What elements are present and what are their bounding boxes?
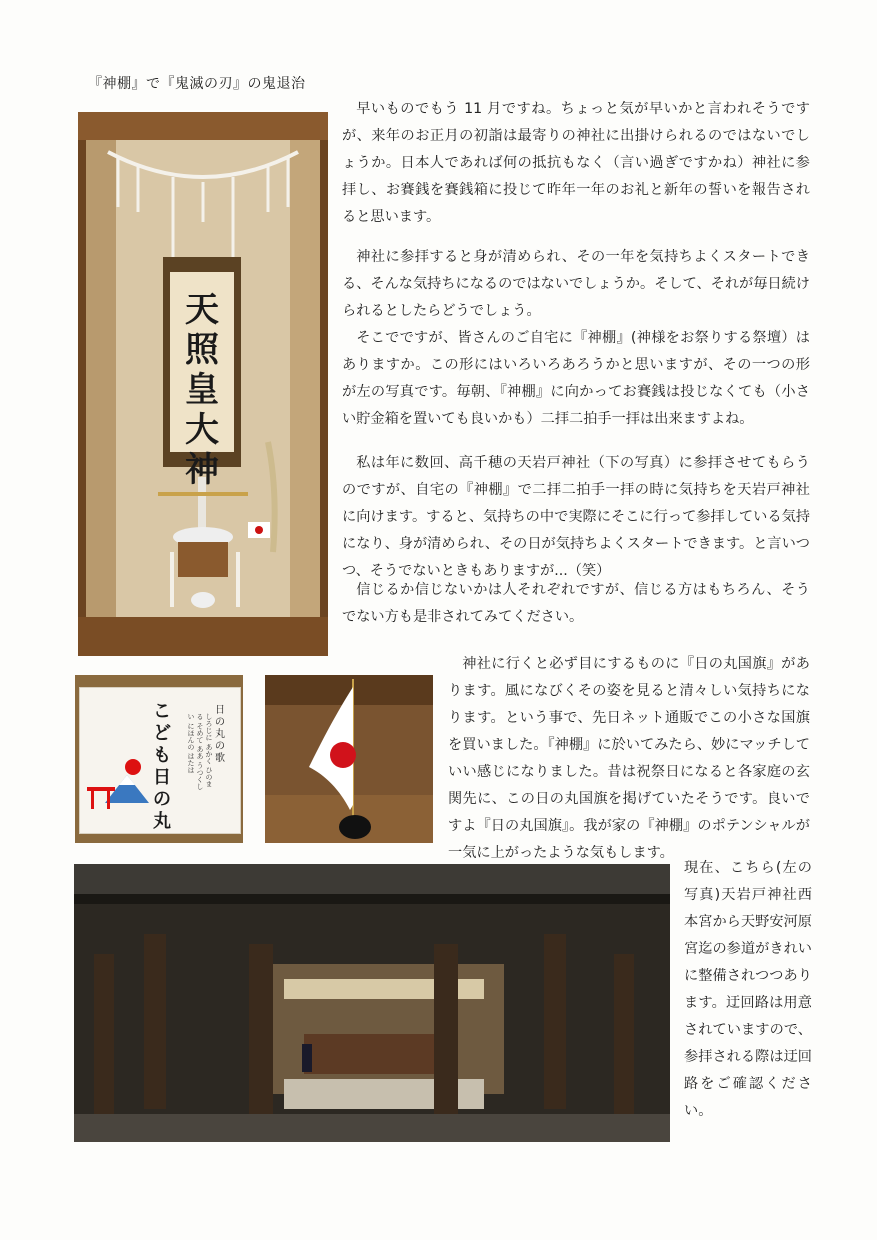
paragraph-1: 早いものでもう 11 月ですね。ちょっと気が早いかと言われそうですが、来年のお正月の初詣は最寄りの神社に出掛けられるのではないでしょうか。日本人であれば何の抵抗もなく（言い過ぎですかね）神社に参拝し、お賽銭を賽銭箱に投じて昨年一年のお礼と新年の誓いを報告されると思います。 [342, 101, 810, 225]
article-heading: 『神棚』で『鬼滅の刃』の鬼退治 [88, 76, 306, 92]
poster-song-line: ああ うつくしい [187, 713, 204, 790]
paragraph-6: 神社に行くと必ず目にするものに『日の丸国旗』があります。風になびくその姿を見ると清々しい気持ちになります。という事で、先日ネット通販でこの小さな国旗を買いました。『神棚』に於いてみたら、妙にマッチしていい感じになりました。昔は祝祭日になると各家庭の玄関先に、この日の丸国旗を掲げていたそうです。良いですよ『日の丸国旗』。我が家の『神棚』のポテンシャルが一気に上がったような気もします。 [448, 656, 810, 861]
poster-title: こども日の丸 [153, 701, 171, 832]
paragraph-5: 信じるか信じないかは人それぞれですが、信じる方はもちろん、そうでない方も是非されてみてください。 [342, 582, 810, 625]
paragraph-4: 私は年に数回、高千穂の天岩戸神社（下の写真）に参拝させてもらうのですが、自宅の『神棚』で二拝二拍手一拝の時に気持ちを天岩戸神社に向けます。すると、気持ちの中で実際にそこに行って参拝している気持になり、身が清められ、その日が気持ちよくスタートできます。と言いつつ、そうでないときもありますが...（笑） [342, 455, 810, 579]
paragraph-2: 神社に参拝すると身が清められ、その一年を気持ちよくスタートできる、そんな気持ちになるのではないでしょうか。そして、それが毎日続けられるとしたらどうでしょう。 [342, 249, 810, 319]
flag-photo [265, 675, 433, 843]
poster-song-line: しろじに あかく [205, 713, 213, 765]
poster-photo [75, 675, 243, 843]
poster-song-lyrics [179, 713, 213, 793]
poster-song-line: にほんの はたは [187, 722, 195, 774]
scroll-calligraphy: 天照皇大神 [185, 290, 219, 490]
kamidana-photo [78, 112, 328, 656]
shrine-photo [74, 864, 670, 1142]
poster-song-title: 日の丸の歌 [215, 705, 225, 764]
paragraph-7: 現在、こちら(左の写真)天岩戸神社西本宮から天野安河原宮迄の参道がきれいに整備されつつあります。迂回路は用意されていますので、参拝される際は迂回路をご確認ください。 [684, 860, 812, 1119]
paragraph-3: そこでですが、皆さんのご自宅に『神棚』(神様をお祭りする祭壇）はありますか。この形にはいろいろあろうかと思いますが、その一つの形が左の写真です。毎朝、『神棚』に向かってお賽銭は投じなくても（小さい貯金箱を置いても良いかも）二拝二拍手一拝は出来ますよね。 [342, 330, 810, 427]
poster-song-line: ひのまる そめて [196, 713, 213, 788]
